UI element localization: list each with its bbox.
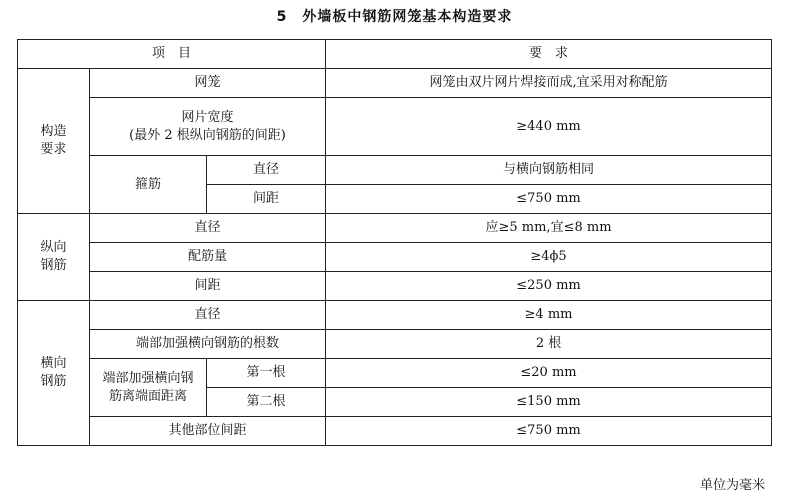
unit-note: 单位为毫米	[699, 478, 765, 493]
row-name: 端部加强横向钢筋的根数	[90, 330, 326, 359]
table-row	[18, 359, 772, 388]
table-row	[18, 417, 772, 446]
row-value: 与横向钢筋相同	[326, 156, 772, 185]
row-subname: 第二根	[207, 388, 326, 417]
row-value: ≤750 mm	[326, 417, 772, 446]
table-row	[18, 330, 772, 359]
row-name: 直径	[90, 301, 326, 330]
group-label-construction: 构造 要求	[18, 69, 90, 214]
row-name: 端部加强横向钢 筋离端面距离	[90, 359, 207, 417]
group-label-longitudinal: 纵向 钢筋	[18, 214, 90, 301]
table-title: 5 外墙板中钢筋网笼基本构造要求	[276, 9, 513, 25]
row-value: 2 根	[326, 330, 772, 359]
row-name: 配筋量	[90, 243, 326, 272]
row-value: ≥4 mm	[326, 301, 772, 330]
row-value: ≤150 mm	[326, 388, 772, 417]
table-row	[18, 156, 772, 185]
row-subname: 直径	[207, 156, 326, 185]
table-row	[18, 98, 772, 156]
row-value: ≥4ϕ5	[326, 243, 772, 272]
header-requirement: 要 求	[326, 40, 772, 69]
table-row	[18, 243, 772, 272]
group-label-transverse: 横向 钢筋	[18, 301, 90, 446]
header-item: 项 目	[18, 40, 326, 69]
row-value: ≤20 mm	[326, 359, 772, 388]
row-name: 网片宽度 (最外 2 根纵向钢筋的间距)	[90, 98, 326, 156]
table-row	[18, 301, 772, 330]
spec-table	[17, 39, 772, 446]
row-value: ≤750 mm	[326, 185, 772, 214]
row-name: 其他部位间距	[90, 417, 326, 446]
row-name: 直径	[90, 214, 326, 243]
row-name: 箍筋	[90, 156, 207, 214]
table-row	[18, 69, 772, 98]
row-subname: 间距	[207, 185, 326, 214]
row-name: 间距	[90, 272, 326, 301]
row-subname: 第一根	[207, 359, 326, 388]
row-value: 应≥5 mm,宜≤8 mm	[326, 214, 772, 243]
row-value: ≥440 mm	[326, 98, 772, 156]
table-header-row	[18, 40, 772, 69]
row-value: ≤250 mm	[326, 272, 772, 301]
row-name: 网笼	[90, 69, 326, 98]
table-row	[18, 272, 772, 301]
table-row	[18, 214, 772, 243]
row-value: 网笼由双片网片焊接而成,宜采用对称配筋	[326, 69, 772, 98]
